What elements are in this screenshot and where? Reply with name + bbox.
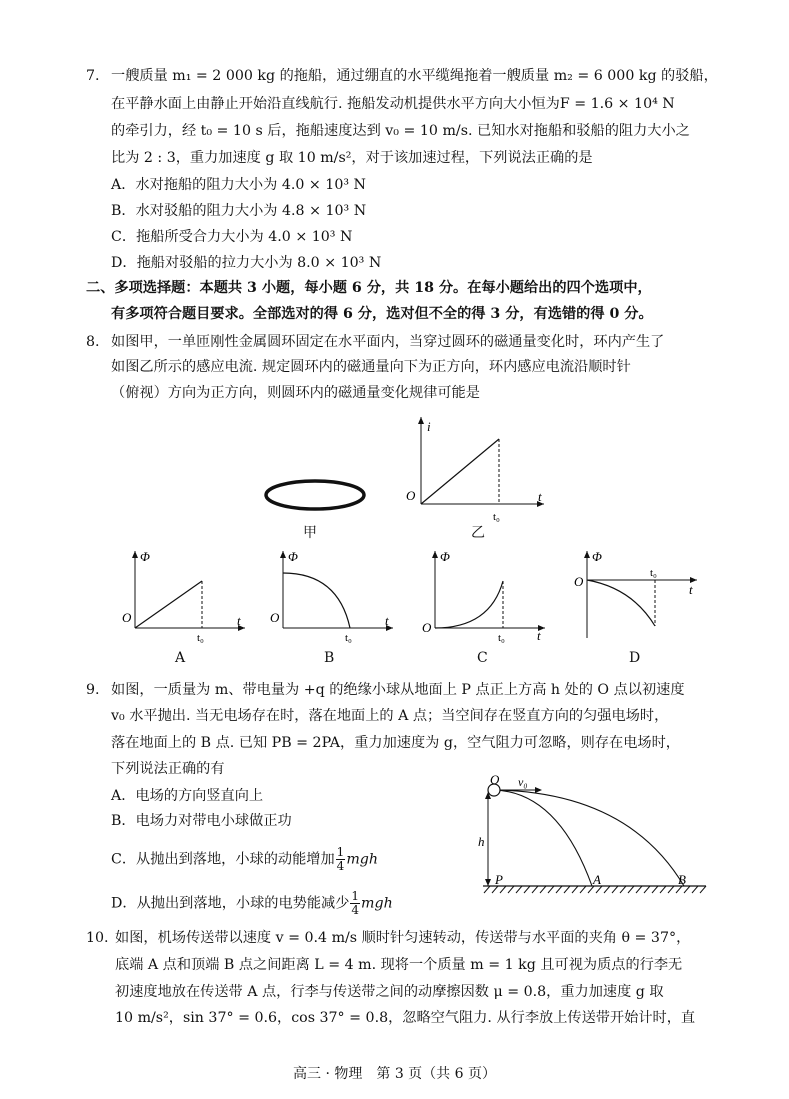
section-2-heading-line-2: 有多项符合题目要求。全部选对的得 6 分，选对但不全的得 3 分，有选错的得 0 分。 xyxy=(111,306,653,322)
svg-text:O: O xyxy=(574,574,584,589)
q9-line-1: 如图，一质量为 m、带电量为 +q 的绝缘小球从地面上 P 点正上方高 h 处的 O 点以初速度 xyxy=(111,682,685,698)
svg-text:Φ: Φ xyxy=(592,549,602,564)
q10-line-4: 10 m/s²，sin 37° = 0.6，cos 37° = 0.8，忽略空气阻力. 从行李放上传送带开始计时，直 xyxy=(115,1010,696,1026)
svg-text:t₀: t₀ xyxy=(650,567,657,579)
q7-option-b: B．水对驳船的阻力大小为 4.8 × 10³ N xyxy=(111,203,367,219)
trajectory-a xyxy=(494,790,592,886)
option-d-label: D xyxy=(629,650,641,666)
q7-line-2: 在平静水面上由静止开始沿直线航行. 拖船发动机提供水平方向大小恒为F = 1.6 × 10⁴ N xyxy=(111,96,675,112)
q9-option-b: B．电场力对带电小球做正功 xyxy=(111,813,292,829)
label-A: A xyxy=(593,872,601,887)
caption-yi: 乙 xyxy=(471,525,485,541)
current-graph xyxy=(396,414,556,523)
svg-text:t: t xyxy=(689,582,693,597)
q10-line-3: 初速度地放在传送带 A 点，行李与传送带之间的动摩擦因数 μ = 0.8，重力加速度 g 取 xyxy=(115,984,664,1000)
option-b-label: B xyxy=(324,650,335,666)
current-line xyxy=(421,439,499,504)
graph-option-d xyxy=(572,548,707,638)
q10-line-1: 如图，机场传送带以速度 v = 0.4 m/s 顺时针匀速转动，传送带与水平面的夹角 θ = 37°， xyxy=(115,930,691,946)
q9-line-4: 下列说法正确的有 xyxy=(111,761,225,777)
graph-option-b xyxy=(268,548,403,644)
projectile-figure xyxy=(478,772,708,898)
svg-text:t₀: t₀ xyxy=(197,632,204,644)
graph-option-c xyxy=(420,548,555,644)
svg-text:t: t xyxy=(237,613,241,628)
label-v0: v₀ xyxy=(518,775,528,789)
flux-curve-d xyxy=(587,580,655,626)
svg-text:t: t xyxy=(537,628,541,643)
q9-option-a: A．电场的方向竖直向上 xyxy=(111,788,264,804)
section-2-heading-line-1: 二、多项选择题：本题共 3 小题，每小题 6 分，共 18 分。在每小题给出的四个选项中， xyxy=(86,280,652,296)
q7-line-3: 的牵引力，经 t₀ = 10 s 后，拖船速度达到 v₀ = 10 m/s. 已知水对拖船和驳船的阻力大小之 xyxy=(111,123,690,139)
svg-text:Φ: Φ xyxy=(288,549,298,564)
q8-line-2: 如图乙所示的感应电流. 规定圆环内的磁通量向下为正方向，环内感应电流沿顺时针 xyxy=(111,359,631,375)
svg-text:O: O xyxy=(122,610,132,625)
label-O: O xyxy=(490,772,500,787)
q7-number: 7. xyxy=(86,68,100,84)
q7-option-d: D．拖船对驳船的拉力大小为 8.0 × 10³ N xyxy=(111,255,382,271)
q8-line-1: 如图甲，一单匝刚性金属圆环固定在水平面内，当穿过圆环的磁通量变化时，环内产生了 xyxy=(111,334,665,350)
axis-i-label: i xyxy=(427,419,431,434)
flux-curve-a xyxy=(135,581,202,628)
metal-ring xyxy=(266,481,364,509)
page-footer: 高三 · 物理 第 3 页（共 6 页） xyxy=(293,1066,496,1082)
label-h: h xyxy=(478,834,485,849)
label-P: P xyxy=(495,872,503,887)
axis-t-label: t xyxy=(538,489,542,504)
axis-t0-label: t₀ xyxy=(493,511,500,523)
q7-line-4: 比为 2 : 3，重力加速度 g 取 10 m/s²，对于该加速过程，下列说法正确的是 xyxy=(111,150,593,166)
graph-option-a xyxy=(120,548,255,644)
q7-option-a: A．水对拖船的阻力大小为 4.0 × 10³ N xyxy=(111,177,366,193)
svg-text:O: O xyxy=(270,610,280,625)
q10-number: 10. xyxy=(86,930,109,946)
q10-line-2: 底端 A 点和顶端 B 点之间距离 L = 4 m. 现将一个质量 m = 1 kg 且可视为质点的行李无 xyxy=(115,957,683,973)
ring-figure xyxy=(260,470,370,520)
q9-number: 9. xyxy=(86,682,100,698)
caption-jia: 甲 xyxy=(303,525,317,541)
q9-line-2: v₀ 水平抛出. 当无电场存在时，落在地面上的 A 点；当空间存在竖直方向的匀强电场时， xyxy=(111,708,669,724)
trajectory-b xyxy=(494,790,684,886)
q7-option-c: C．拖船所受合力大小为 4.0 × 10³ N xyxy=(111,229,353,245)
flux-curve-c xyxy=(435,581,503,628)
fraction-one-quarter: $\frac{1}{4}$ xyxy=(336,845,345,873)
q9-option-c: C．从抛出到落地，小球的动能增加 $\frac{1}{4}$ mgh xyxy=(111,845,378,873)
svg-text:t₀: t₀ xyxy=(498,632,505,644)
svg-text:t₀: t₀ xyxy=(345,632,352,644)
svg-text:O: O xyxy=(422,620,432,635)
q8-number: 8. xyxy=(86,334,100,350)
flux-curve-b xyxy=(283,573,350,628)
svg-text:t: t xyxy=(385,613,389,628)
q7-line-1: 一艘质量 m₁ = 2 000 kg 的拖船，通过绷直的水平缆绳拖着一艘质量 m₂ = 6 000 kg 的驳船， xyxy=(111,68,718,84)
svg-text:Φ: Φ xyxy=(140,549,150,564)
option-a-label: A xyxy=(175,650,186,666)
q9-line-3: 落在地面上的 B 点. 已知 PB = 2PA，重力加速度为 g，空气阻力可忽略，则存在电场时， xyxy=(111,735,680,751)
option-c-label: C xyxy=(477,650,488,666)
label-B: B xyxy=(678,872,686,887)
fraction-one-quarter: $\frac{1}{4}$ xyxy=(351,889,360,917)
svg-text:Φ: Φ xyxy=(440,549,450,564)
axis-origin-label: O xyxy=(406,488,416,503)
q8-line-3: （俯视）方向为正方向，则圆环内的磁通量变化规律可能是 xyxy=(111,385,480,401)
q9-option-d: D．从抛出到落地，小球的电势能减少 $\frac{1}{4}$ mgh xyxy=(111,889,393,917)
